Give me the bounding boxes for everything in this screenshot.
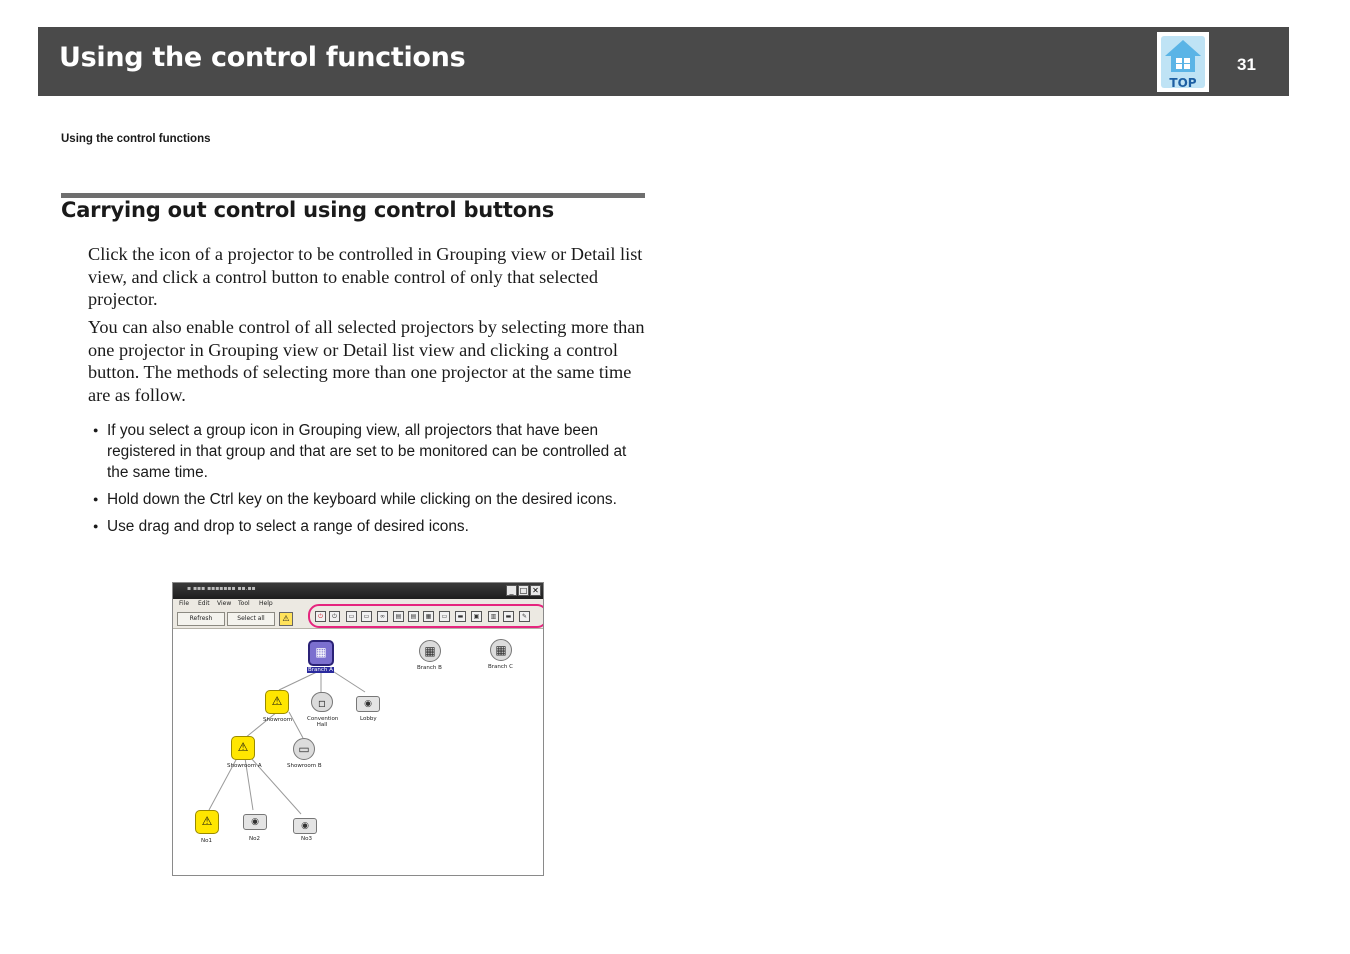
av-mute-icon[interactable]: ▣ [471,611,482,622]
power-off-icon[interactable]: ⏻ [329,611,340,622]
select-all-button[interactable]: Select all [227,612,275,626]
source-link-icon[interactable]: ∞ [377,611,388,622]
body-paragraph: Click the icon of a projector to be controlled in Grouping view or Detail list view, and click a control button to enable control of only that selected projector. [88,244,643,310]
page-number: 31 [1237,55,1256,74]
node-label: Lobby [360,716,377,722]
window-title-blurred: ▪ ▪▪▪ ▪▪▪▪▪▪▪ ▪▪.▪▪ [187,585,256,592]
app-screenshot [172,582,544,876]
refresh-button[interactable]: Refresh [177,612,225,626]
node-label: Showroom A [227,763,262,769]
menu-edit[interactable]: Edit [198,600,210,607]
menu-file[interactable]: File [179,600,190,607]
source-easymp-icon[interactable]: ▦ [423,611,434,622]
node-label: No2 [249,836,260,842]
bullet-item: ● Use drag and drop to select a range of desired icons. [94,516,644,537]
projector-icon: ◉ [293,818,317,834]
group-icon: ▦ [308,640,334,666]
top-home-icon[interactable] [1157,32,1209,92]
source-s-video-icon[interactable]: ▤ [393,611,404,622]
projector-icon: ◉ [356,696,380,712]
node-label: Branch B [417,665,442,671]
bullet-item: ● Hold down the Ctrl key on the keyboard while clicking on the desired icons. [94,489,644,510]
close-button[interactable]: ✕ [530,585,541,596]
source-hdmi-icon[interactable]: ▭ [439,611,450,622]
node-label: Convention Hall [307,716,339,728]
source-component-icon[interactable]: ▤ [408,611,419,622]
group-icon: ▭ [293,738,315,760]
page-header [38,27,1289,96]
top-badge-label: TOP [1169,76,1197,90]
bullet-item: ● If you select a group icon in Grouping view, all projectors that have been registered in that group and that are set to be monitored can be controlled at the same time. [94,420,644,483]
warning-group-icon: ⚠ [231,736,255,760]
minimize-button[interactable]: _ [506,585,517,596]
power-on-icon[interactable]: ⏻ [315,611,326,622]
body-paragraph: You can also enable control of all selected projectors by selecting more than one projector in Grouping view or Detail list view and clicking a control button. The methods of selecting more than one projector at the same time are as follow. [88,317,645,406]
node-label: Showroom B [287,763,322,769]
section-title: Carrying out control using control buttons [61,198,554,222]
node-label: Showroom [263,717,293,723]
source-usb-icon[interactable]: ▬ [455,611,466,622]
send-message-icon[interactable]: ✎ [519,611,530,622]
freeze-icon[interactable]: ▥ [488,611,499,622]
node-label: No3 [301,836,312,842]
group-icon: ▦ [419,640,441,662]
menu-view[interactable]: View [217,600,232,607]
volume-icon[interactable]: ▬ [503,611,514,622]
group-icon: ▦ [490,639,512,661]
projector-group-icon: ▫ [311,692,333,712]
grouping-view-canvas [173,630,543,876]
projector-icon: ◉ [243,814,267,830]
node-label: Branch C [488,664,513,670]
node-label: Branch A [308,667,333,673]
warning-group-icon: ⚠ [265,690,289,714]
source-computer-icon[interactable]: ▭ [346,611,357,622]
maximize-button[interactable]: □ [519,586,528,595]
node-label: No1 [201,838,212,844]
page-header-title: Using the control functions [59,42,466,73]
menu-help[interactable]: Help [259,600,273,607]
window-titlebar [173,583,543,599]
control-buttons-highlight [308,604,544,628]
breadcrumb: Using the control functions [61,133,211,145]
menu-tool[interactable]: Tool [238,600,250,607]
warning-projector-icon: ⚠ [195,810,219,834]
source-video-icon[interactable]: ▭ [361,611,372,622]
warning-filter-icon[interactable]: ⚠ [279,612,293,626]
bullet-list [94,420,644,543]
